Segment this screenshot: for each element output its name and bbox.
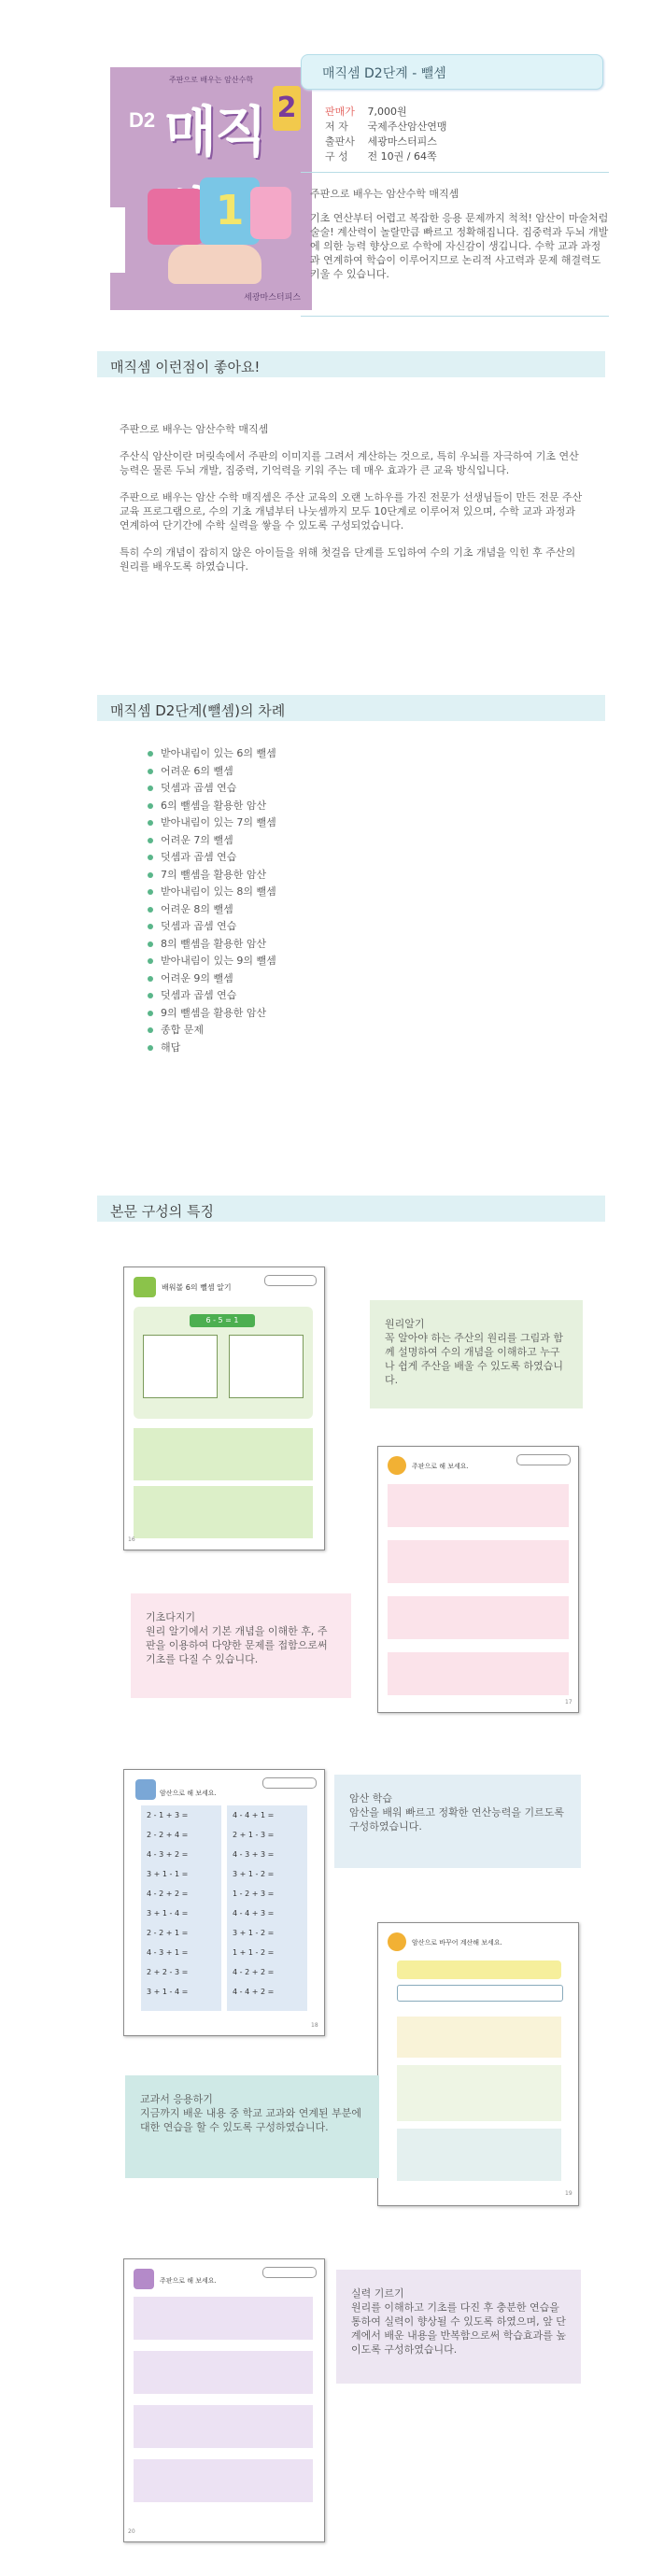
callout-heading: 암산 학습 [349, 1792, 393, 1805]
mental-math-problem: 4 - 3 + 3 = [233, 1850, 275, 1859]
exercise-block [397, 2017, 561, 2058]
page-header: 암산으로 바꾸어 계산해 보세요. [412, 1939, 502, 1946]
contents-item: 덧셈과 곱셈 연습 [148, 780, 276, 798]
cover-tagline: 주판으로 배우는 암산수학 [168, 76, 254, 84]
callout-mental-math [334, 1775, 581, 1868]
paragraph: 주산식 암산이란 머릿속에서 주판의 이미지를 그려서 계산하는 것으로, 특히 우뇌를 자극하여 기초 연산 능력은 물론 두뇌 개발, 집중력, 기억력을 키워 주는 데 매우 효과가 큰 교육 방식입니다. [120, 450, 579, 476]
divider [301, 172, 609, 173]
contents-item: 해답 [148, 1040, 276, 1057]
exercise-table [388, 1484, 569, 1527]
callout-text: 원리 알기에서 기본 개념을 이해한 후, 주판을 이용하여 다양한 문제를 접함으로써 기초를 다질 수 있습니다. [146, 1625, 328, 1665]
info-row-composition [325, 149, 447, 164]
mental-math-problem: 4 - 2 + 2 = [233, 1968, 275, 1976]
page-number: 19 [565, 2190, 572, 2197]
exercise-table [388, 1652, 569, 1695]
book-cover [110, 67, 312, 310]
section-title: 매직셈 D2단계(뺄셈)의 차례 [110, 702, 286, 719]
info-row-author [325, 120, 447, 134]
exercise-table [134, 2351, 313, 2394]
contents-item: 어려운 7의 뺄셈 [148, 832, 276, 850]
mental-math-problem: 3 + 1 - 4 = [147, 1988, 189, 1996]
info-row-publisher [325, 134, 447, 149]
callout-heading: 교과서 응용하기 [140, 2093, 213, 2105]
mascot-icon [134, 2269, 154, 2289]
info-value: 7,000원 [367, 106, 407, 118]
description-lead: 주판으로 배우는 암산수학 매직셈 [310, 188, 459, 200]
callout-heading: 원리알기 [385, 1318, 425, 1330]
mental-math-problem: 1 + 1 - 2 = [233, 1948, 275, 1957]
info-row-price [325, 105, 447, 120]
contents-item: 7의 뺄셈을 활용한 암산 [148, 867, 276, 885]
mental-math-problem: 3 + 1 - 4 = [147, 1909, 189, 1918]
callout-text: 꼭 알아야 하는 주산의 원리를 그림과 함께 설명하여 수의 개념을 이해하고 누구나 쉽게 주산을 배울 수 있도록 하였습니다. [385, 1332, 563, 1386]
date-box [264, 1275, 317, 1286]
section-heading-benefits [97, 351, 605, 377]
puzzle-piece-icon [148, 189, 204, 245]
exercise-table [134, 2459, 313, 2502]
info-value: 국제주산암산연맹 [367, 120, 447, 133]
mascot-icon [388, 1456, 406, 1475]
paragraph: 특히 수의 개념이 잡히지 않은 아이들을 위해 첫걸음 단계를 도입하여 수의 기초 개념을 익힌 후 주산의 원리를 배우도록 하였습니다. [120, 546, 576, 573]
mental-math-problem: 4 - 3 + 1 = [147, 1948, 189, 1957]
sample-page-textbook [377, 1922, 579, 2206]
exercise-table [388, 1596, 569, 1639]
contents-item: 받아내림이 있는 6의 뺄셈 [148, 745, 276, 763]
hands-image [168, 245, 261, 284]
info-key: 구 성 [325, 150, 348, 163]
paragraph: 주판으로 배우는 암산수학 매직셈 [120, 423, 269, 435]
contents-item: 8의 뺄셈을 활용한 암산 [148, 936, 276, 954]
exercise-table [134, 2405, 313, 2448]
mental-math-problem: 4 - 4 + 3 = [233, 1909, 275, 1918]
exercise-table [134, 1486, 313, 1538]
date-box [262, 1777, 317, 1789]
info-value: 전 10권 / 64쪽 [367, 150, 437, 163]
cover-level-number: 2 [273, 86, 301, 131]
page-header: 주판으로 해 보세요. [160, 2277, 217, 2285]
mental-math-problem: 2 + 1 - 3 = [233, 1831, 275, 1839]
mental-math-problem: 2 + 2 - 3 = [147, 1968, 189, 1976]
puzzle-piece-icon: 1 [200, 177, 260, 245]
callout-skills [336, 2270, 581, 2384]
callout-text: 지금까지 배운 내용 중 학교 교과와 연계된 부분에 대한 연습을 할 수 있도록 구성하였습니다. [140, 2107, 361, 2133]
callout-heading: 기초다지기 [146, 1611, 196, 1623]
date-box [262, 2267, 317, 2278]
section-title: 매직셈 이런점이 좋아요! [110, 359, 261, 375]
section-title: 본문 구성의 특징 [110, 1203, 214, 1220]
mental-math-problem: 3 + 1 - 1 = [147, 1870, 189, 1878]
mental-math-problem: 4 - 4 + 2 = [233, 1988, 275, 1996]
page-number: 18 [311, 2022, 318, 2029]
contents-item: 덧셈과 곱셈 연습 [148, 849, 276, 867]
page-header: 암산으로 해 보세요. [160, 1790, 217, 1797]
contents-list [148, 745, 276, 1056]
page-number: 17 [565, 1699, 572, 1706]
contents-item: 받아내림이 있는 9의 뺄셈 [148, 953, 276, 970]
callout-principle [370, 1300, 583, 1408]
page-header: 배워볼 6의 뺄셈 알기 [162, 1283, 232, 1292]
cover-level: D2 [129, 108, 156, 132]
callout-basics [131, 1593, 351, 1698]
contents-item: 덧셈과 곱셈 연습 [148, 918, 276, 936]
info-key: 판매가 [325, 106, 355, 118]
page-number: 16 [128, 1536, 135, 1543]
sample-page-mental-math [123, 1769, 325, 2036]
divider [301, 316, 609, 317]
sample-page-skills [123, 2258, 325, 2542]
info-key: 저 자 [325, 120, 348, 133]
mental-math-column [227, 1805, 307, 2011]
contents-item: 어려운 8의 뺄셈 [148, 901, 276, 919]
date-box [516, 1454, 571, 1465]
callout-heading: 실력 기르기 [351, 2287, 404, 2300]
sample-page-principle [123, 1267, 325, 1550]
book-info [325, 105, 447, 164]
sample-page-basics [377, 1446, 579, 1713]
contents-item: 받아내림이 있는 8의 뺄셈 [148, 884, 276, 901]
mental-math-problem: 2 - 2 + 4 = [147, 1831, 189, 1839]
description-body: 기초 연산부터 어렵고 복잡한 응용 문제까지 척척! 암산이 마술처럼 술술! 계산력이 놀랄만큼 빠르고 정확해집니다. 집중력과 두뇌 개발에 의한 능력 향상으로 수학에 자신감이 생깁니다. 수학 교과 과정과 연계하여 학습이 이루어지므로 논리적 사고력과 문제 해결력도 키울 수 있습니다. [310, 212, 609, 280]
contents-item: 어려운 9의 뺄셈 [148, 970, 276, 988]
exercise-block [397, 2065, 561, 2121]
mental-math-problem: 2 - 2 + 1 = [147, 1929, 189, 1937]
contents-item: 9의 뺄셈을 활용한 암산 [148, 1005, 276, 1023]
puzzle-piece-icon [250, 187, 291, 239]
callout-textbook [125, 2075, 379, 2178]
page-number: 20 [128, 2528, 135, 2535]
answer-box [397, 1985, 563, 2002]
cover-logo: 매직 [164, 100, 266, 163]
section-heading-features [97, 1196, 605, 1222]
contents-item: 6의 뺄셈을 활용한 암산 [148, 798, 276, 815]
book-description [310, 187, 609, 291]
mental-math-problem: 3 + 1 - 2 = [233, 1929, 275, 1937]
mental-math-problem: 4 - 2 + 2 = [147, 1890, 189, 1898]
house-row-image [397, 1960, 561, 1979]
book-title: 매직셈 D2단계 - 뺄셈 [322, 66, 446, 81]
mascot-icon [135, 1779, 156, 1800]
info-key: 출판사 [325, 135, 355, 148]
page-header: 주판으로 해 보세요. [412, 1463, 469, 1470]
mascot-icon [388, 1932, 406, 1951]
mental-math-problem: 4 - 4 + 1 = [233, 1811, 275, 1819]
mental-math-problem: 2 - 1 + 3 = [147, 1811, 189, 1819]
mascot-icon [134, 1277, 156, 1297]
callout-text: 암산을 배워 빠르고 정확한 연산능력을 기르도록 구성하였습니다. [349, 1806, 565, 1833]
book-title-box [301, 54, 603, 90]
mental-math-problem: 4 - 3 + 2 = [147, 1850, 189, 1859]
section-heading-contents [97, 695, 605, 721]
contents-item: 종합 문제 [148, 1022, 276, 1040]
contents-item: 어려운 6의 뺄셈 [148, 763, 276, 781]
mental-math-problem: 1 - 2 + 3 = [233, 1890, 275, 1898]
exercise-table [134, 1428, 313, 1480]
callout-text: 원리를 이해하고 기초를 다진 후 충분한 연습을 통하여 실력이 향상될 수 있도록 하였으며, 앞 단계에서 배운 내용을 반복함으로써 학습효과를 높이도록 구성하였습니다. [351, 2301, 567, 2356]
benefits-text [120, 422, 586, 587]
abacus-image [229, 1335, 304, 1398]
cover-spine [110, 207, 125, 273]
exercise-table [388, 1540, 569, 1583]
equation-badge: 6 - 5 = 1 [190, 1314, 255, 1327]
exercise-block [397, 2129, 561, 2181]
contents-item: 덧셈과 곱셈 연습 [148, 987, 276, 1005]
info-value: 세광마스터피스 [367, 135, 437, 148]
abacus-image [143, 1335, 218, 1398]
paragraph: 주판으로 배우는 암산 수학 매직셈은 주산 교육의 오랜 노하우를 가진 전문가 선생님들이 만든 전문 주산 교육 프로그램으로, 수의 기초 개념부터 나눗셈까지 모두 10단계로 이루어져 있으며, 수학 교과 과정과 연계하여 단기간에 수학 실력을 쌓을 수 있도록 구성되었습니다. [120, 491, 583, 531]
mental-math-column [141, 1805, 221, 2011]
cover-publisher: 세광마스터피스 [244, 293, 301, 303]
contents-item: 받아내림이 있는 7의 뺄셈 [148, 814, 276, 832]
exercise-table [134, 2297, 313, 2340]
mental-math-problem: 3 + 1 - 2 = [233, 1870, 275, 1878]
